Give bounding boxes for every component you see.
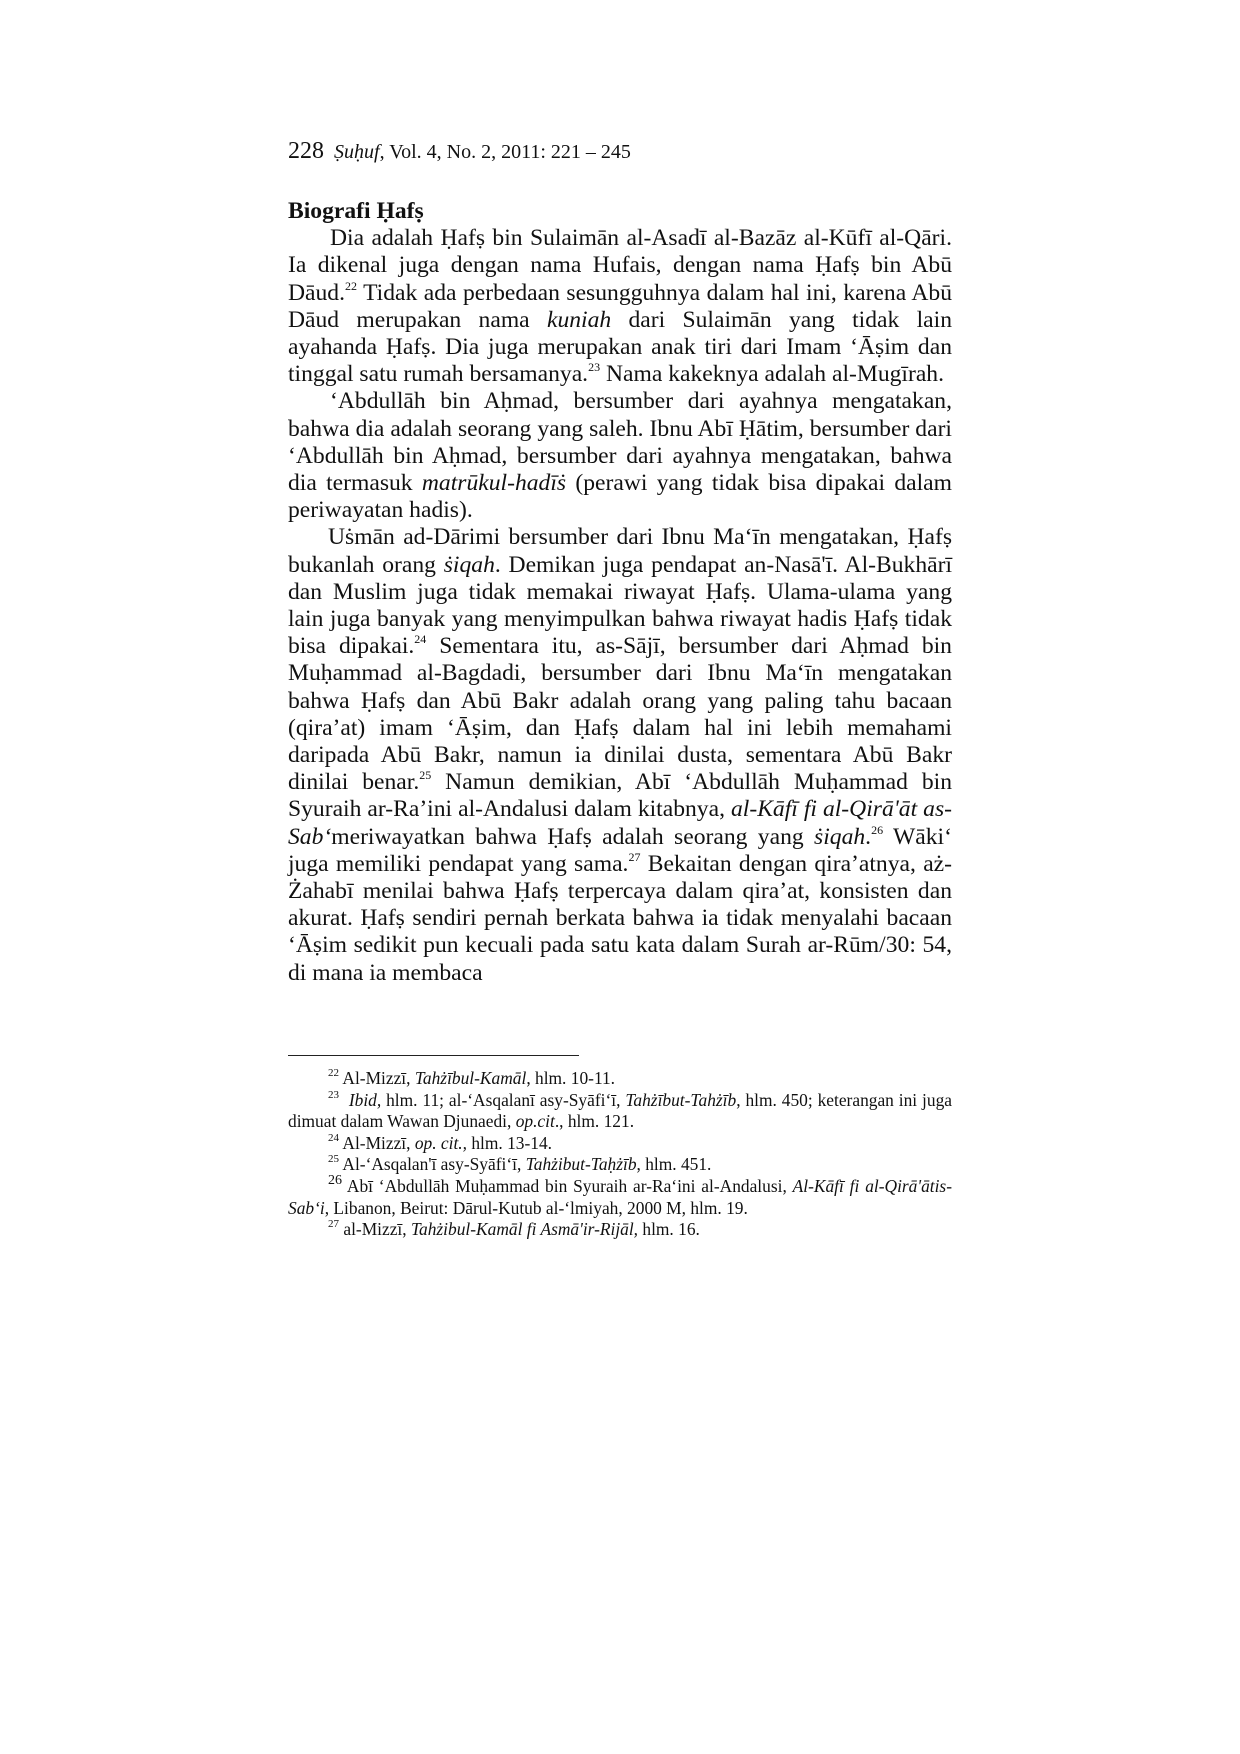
footnote-ref-22[interactable]: 22	[345, 278, 358, 293]
footnote-22	[288, 1068, 952, 1090]
p3-text-h: Bekaitan dengan qira’atnya, aż-Żahabī menilai bahwa Ḥafṣ terpercaya dalam qira’at, konsisten dan akurat. Ḥafṣ sendiri pernah berkata bahwa ia tidak menyalahi bacaan ‘Āṣim sedikit pun kecuali pada satu kata dalam Surah ar-Rūm/30: 54, di mana ia membaca	[288, 850, 952, 986]
footnote-title: Ibid,	[348, 1089, 382, 1110]
footnote-27	[288, 1219, 952, 1241]
paragraph-2	[288, 388, 952, 524]
p1-text-a: Dia adalah Ḥafṣ bin Sulaimān al-Asadī al-Bazāz al-Kūfī al-Qāri. Ia dikenal juga dengan nama Hufais, dengan nama Ḥafṣ bin Abū Dāud.	[288, 225, 952, 306]
journal-citation: , Vol. 4, No. 2, 2011: 221 – 245	[379, 141, 631, 163]
p1-text-b: Tidak ada perbedaan sesungguhnya dalam hal ini, karena Abū Dāud merupakan nama	[288, 279, 952, 333]
footnote-text: Al-Mizzī,	[339, 1132, 415, 1153]
footnote-ref-24[interactable]: 24	[414, 632, 427, 647]
p2-text-a: ‘Abdullāh bin Aḥmad, bersumber dari ayahnya mengatakan, bahwa dia adalah seorang yang saleh. Ibnu Abī Ḥātim, bersumber dari ‘Abdullāh bin Aḥmad, bersumber dari ayahnya mengatakan, bahwa dia termasuk	[288, 388, 952, 497]
p3-text-f: .	[865, 823, 872, 850]
footnote-25	[288, 1154, 952, 1176]
p3-term-siqah-2: ṡiqah	[814, 823, 866, 850]
footnote-number: 22	[328, 1067, 339, 1079]
p2-text-b: (perawi yang tidak bisa dipakai dalam periwayatan hadis).	[288, 470, 952, 524]
footnote-text: Al-Mizzī,	[339, 1068, 415, 1088]
section-title: Biografi Ḥafṣ	[288, 198, 424, 224]
footnote-23	[288, 1090, 952, 1133]
footnote-title: op.cit	[515, 1111, 555, 1132]
footnote-number: 26	[328, 1172, 342, 1188]
paragraph-3	[288, 524, 952, 986]
footnote-ref-27[interactable]: 27	[628, 849, 641, 864]
footnote-text: Al-‘Asqalan'ī asy-Syāfi‘ī,	[339, 1154, 526, 1175]
footnote-24	[288, 1133, 952, 1155]
footnote-number: 25	[328, 1153, 339, 1166]
p2-term-matrukul: matrūkul-hadīṡ	[421, 470, 567, 497]
p3-text-g: Wāki‘ juga memiliki pendapat yang sama.	[288, 823, 952, 877]
paragraph-1	[288, 225, 952, 388]
footnote-text: , hlm. 10-11.	[526, 1068, 616, 1088]
footnote-title: op. cit.,	[414, 1132, 468, 1153]
p3-text-e: meriwayatkan bahwa Ḥafṣ adalah seorang yang	[331, 823, 815, 850]
p3-book-title: al-Kāfī fi al-Qirā'āt as-Sab‘	[288, 796, 952, 850]
footnote-title: Tahżibul-Kamāl fi Asmā'ir-Rijāl,	[410, 1219, 639, 1240]
p3-text-b: . Demikan juga pendapat an-Nasā'ī. Al-Bukhārī dan Muslim juga tidak memakai riwayat Ḥafṣ. Ulama-ulama yang lain juga banyak yang menyimpulkan bahwa riwayat hadis Ḥafṣ tidak bisa dipakai.	[288, 551, 953, 660]
footnote-text: Abī ‘Abdullāh Muḥammad bin Syuraih ar-Ra‘ini al-Andalusi,	[342, 1175, 793, 1196]
footnote-number: 27	[328, 1218, 339, 1231]
footnote-number: 24	[328, 1131, 339, 1144]
footnote-text: hlm. 16.	[638, 1219, 700, 1240]
running-header	[288, 138, 631, 165]
p3-text-c: Sementara itu, as-Sājī, bersumber dari Aḥmad bin Muḥammad al-Bagdadi, bersumber dari Ibnu Ma‘īn mengatakan bahwa Ḥafṣ dan Abū Bakr adalah orang yang paling tahu bacaan (qira’at) imam ‘Āṣim, dan Ḥafṣ dalam hal ini lebih memahami daripada Abū Bakr, namun ia dinilai dusta, sementara Abū Bakr dinilai benar.	[288, 633, 952, 796]
footnote-ref-26[interactable]: 26	[871, 822, 884, 837]
footnote-text: , hlm. 450; keterangan ini juga dimuat dalam Wawan Djunaedi,	[288, 1089, 952, 1132]
footnote-title: Tahżībut-Tahżīb	[625, 1089, 737, 1110]
footnote-text: , Libanon, Beirut: Dārul-Kutub al-‘lmiyah, 2000 M, hlm. 19.	[324, 1197, 748, 1218]
p3-text-d: Namun demikian, Abī ‘Abdullāh Muḥammad bin Syuraih ar-Ra’ini al-Andalusi dalam kitabnya,	[288, 769, 952, 823]
p3-text-a: Uṡmān ad-Dārimi bersumber dari Ibnu Ma‘īn mengatakan, Ḥafṣ bukanlah orang	[288, 524, 952, 578]
footnote-text: , hlm. 451.	[636, 1154, 712, 1175]
p1-text-c: dari Sulaimān yang tidak lain ayahanda Ḥafṣ. Dia juga merupakan anak tiri dari Imam ‘Āṣim dan tinggal satu rumah bersamanya.	[288, 306, 952, 388]
footnote-title: Al-Kāfī fi al-Qirā'ātis-Sab‘i	[288, 1175, 952, 1218]
footnote-ref-23[interactable]: 23	[588, 360, 601, 375]
main-text	[288, 198, 952, 987]
footnote-text: hlm. 13-14.	[467, 1132, 553, 1153]
p1-text-d: Nama kakeknya adalah al-Mugīrah.	[600, 361, 945, 388]
footnote-text: ., hlm. 121.	[554, 1111, 635, 1132]
page-number: 228	[288, 138, 324, 164]
footnote-text: al-Mizzī,	[339, 1219, 411, 1240]
footnote-title: Tahżībul-Kamāl	[414, 1068, 527, 1088]
footnote-text: hlm. 11; al-‘Asqalanī asy-Syāfi‘ī,	[381, 1089, 626, 1110]
footnote-26	[288, 1172, 952, 1219]
journal-name: Ṣuḥuf	[334, 141, 380, 163]
footnote-divider	[288, 1055, 579, 1056]
footnote-title: Tahżibut-Taḥżīb	[525, 1154, 637, 1175]
footnote-number: 23	[328, 1088, 339, 1101]
p1-term-kuniah: kuniah	[546, 306, 612, 333]
footnotes	[288, 1068, 952, 1241]
footnote-ref-25[interactable]: 25	[419, 768, 432, 783]
p3-term-siqah: ṡiqah	[443, 551, 495, 578]
